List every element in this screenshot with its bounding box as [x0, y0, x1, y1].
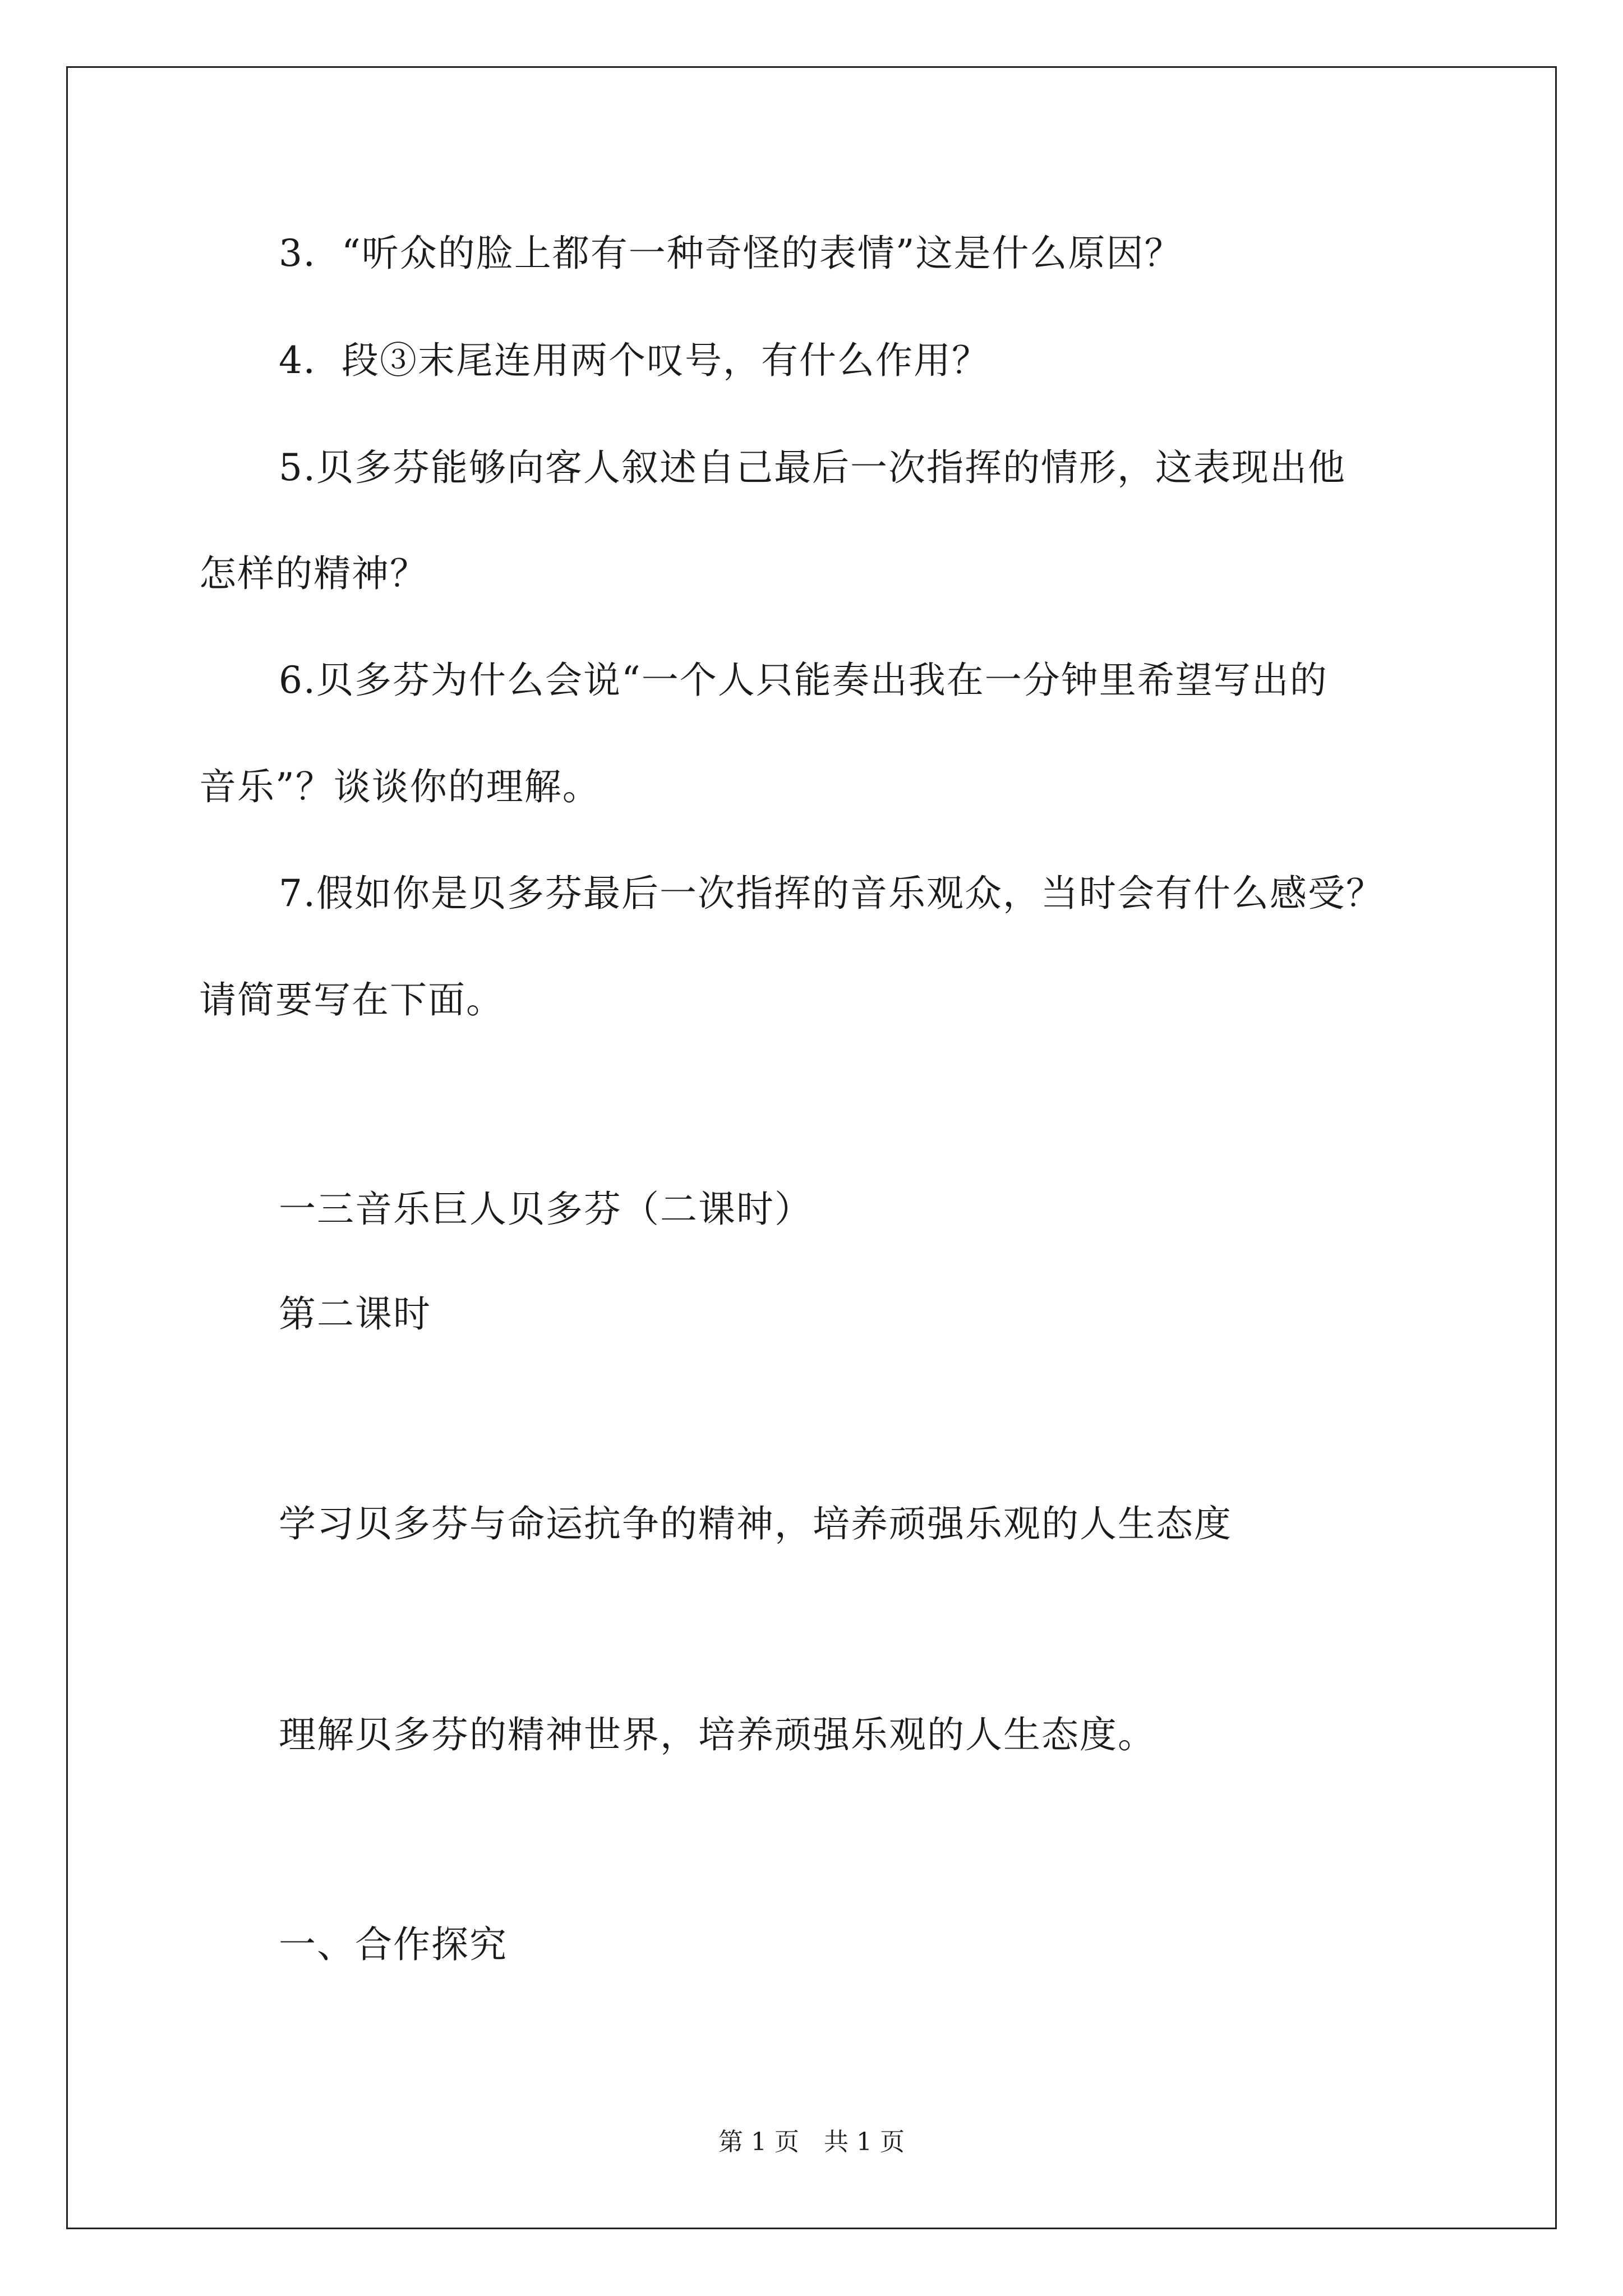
- page-number-footer: 第 1 页 共 1 页: [718, 2128, 905, 2156]
- question-6-line-2: 音乐”？谈谈你的理解。: [199, 765, 601, 808]
- lesson-title: 一三音乐巨人贝多芬（二课时）: [279, 1188, 813, 1231]
- section-heading: 一、合作探究: [279, 1923, 508, 1966]
- question-4: 4．段③末尾连用两个叹号，有什么作用？: [279, 339, 990, 382]
- question-5-line-1: 5.贝多芬能够向客人叙述自己最后一次指挥的情形，这表现出他: [279, 446, 1346, 489]
- teaching-goal: 学习贝多芬与命运抗争的精神，培养顽强乐观的人生态度: [279, 1502, 1232, 1545]
- question-6-line-1: 6.贝多芬为什么会说“一个人只能奏出我在一分钟里希望写出的: [279, 659, 1328, 702]
- teaching-focus: 理解贝多芬的精神世界，培养顽强乐观的人生态度。: [279, 1713, 1156, 1756]
- question-7-line-2: 请简要写在下面。: [199, 978, 504, 1022]
- page-border: [66, 66, 1557, 2229]
- lesson-period: 第二课时: [279, 1292, 431, 1336]
- question-5-line-2: 怎样的精神？: [199, 552, 428, 595]
- question-3: 3．“听众的脸上都有一种奇怪的表情”这是什么原因？: [279, 232, 1183, 275]
- question-7-line-1: 7.假如你是贝多芬最后一次指挥的音乐观众，当时会有什么感受？: [279, 872, 1384, 915]
